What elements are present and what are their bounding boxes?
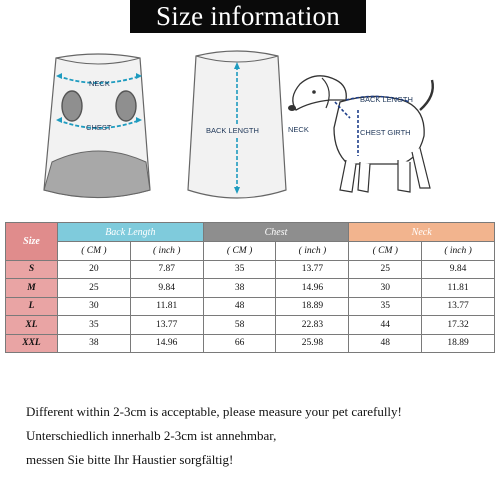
note-line: messen Sie bitte Ihr Haustier sorgfältig! [26, 452, 234, 467]
garment-back-illustration [188, 51, 286, 198]
note-line: Different within 2-3cm is acceptable, please measure your pet carefully! [26, 404, 402, 419]
table-cell: 18.89 [422, 334, 495, 353]
table-cell: 25 [349, 260, 422, 279]
table-cell: 14.96 [130, 334, 203, 353]
table-cell: 13.77 [276, 260, 349, 279]
size-table [5, 222, 495, 353]
table-cell: 11.81 [422, 279, 495, 298]
size-cell: L [6, 297, 58, 316]
unit-header: ( inch ) [130, 242, 203, 261]
unit-header: ( inch ) [422, 242, 495, 261]
dog-illustration [288, 76, 433, 192]
back-length-header: Back Length [58, 223, 204, 242]
table-row [6, 279, 495, 298]
chest-header: Chest [203, 223, 349, 242]
table-cell: 30 [349, 279, 422, 298]
table-cell: 25 [58, 279, 131, 298]
table-row [6, 297, 495, 316]
measurement-diagram [0, 40, 500, 215]
page-title: Size information [130, 0, 366, 33]
back-length-label: BACK LENGTH [206, 126, 259, 135]
table-cell: 9.84 [130, 279, 203, 298]
table-cell: 48 [203, 297, 276, 316]
table-cell: 38 [203, 279, 276, 298]
unit-header: ( CM ) [58, 242, 131, 261]
table-cell: 13.77 [130, 316, 203, 335]
table-cell: 13.77 [422, 297, 495, 316]
table-row [6, 260, 495, 279]
size-table-group-header [6, 223, 495, 242]
table-cell: 35 [203, 260, 276, 279]
table-cell: 7.87 [130, 260, 203, 279]
dog-back-length-label: BACK LENGTH [360, 95, 413, 104]
size-table-unit-header [6, 242, 495, 261]
size-column-header: Size [6, 223, 58, 261]
table-cell: 44 [349, 316, 422, 335]
garment-front-illustration [44, 54, 150, 198]
table-row [6, 334, 495, 353]
table-cell: 38 [58, 334, 131, 353]
measurement-notes [26, 400, 496, 472]
neck-header: Neck [349, 223, 495, 242]
dog-neck-label: NECK [288, 125, 309, 134]
size-cell: M [6, 279, 58, 298]
table-cell: 22.83 [276, 316, 349, 335]
neck-label: NECK [89, 79, 110, 88]
size-cell: XXL [6, 334, 58, 353]
table-cell: 30 [58, 297, 131, 316]
table-cell: 20 [58, 260, 131, 279]
size-cell: S [6, 260, 58, 279]
table-cell: 11.81 [130, 297, 203, 316]
unit-header: ( CM ) [349, 242, 422, 261]
dog-chest-girth-label: CHEST GIRTH [360, 128, 411, 137]
table-cell: 58 [203, 316, 276, 335]
table-cell: 35 [349, 297, 422, 316]
table-cell: 14.96 [276, 279, 349, 298]
table-cell: 9.84 [422, 260, 495, 279]
table-cell: 66 [203, 334, 276, 353]
unit-header: ( inch ) [276, 242, 349, 261]
table-cell: 25.98 [276, 334, 349, 353]
size-cell: XL [6, 316, 58, 335]
chest-label: CHEST [86, 123, 112, 132]
table-cell: 18.89 [276, 297, 349, 316]
note-line: Unterschiedlich innerhalb 2-3cm ist annehmbar, [26, 428, 277, 443]
unit-header: ( CM ) [203, 242, 276, 261]
table-cell: 17.32 [422, 316, 495, 335]
table-row [6, 316, 495, 335]
table-cell: 48 [349, 334, 422, 353]
table-cell: 35 [58, 316, 131, 335]
